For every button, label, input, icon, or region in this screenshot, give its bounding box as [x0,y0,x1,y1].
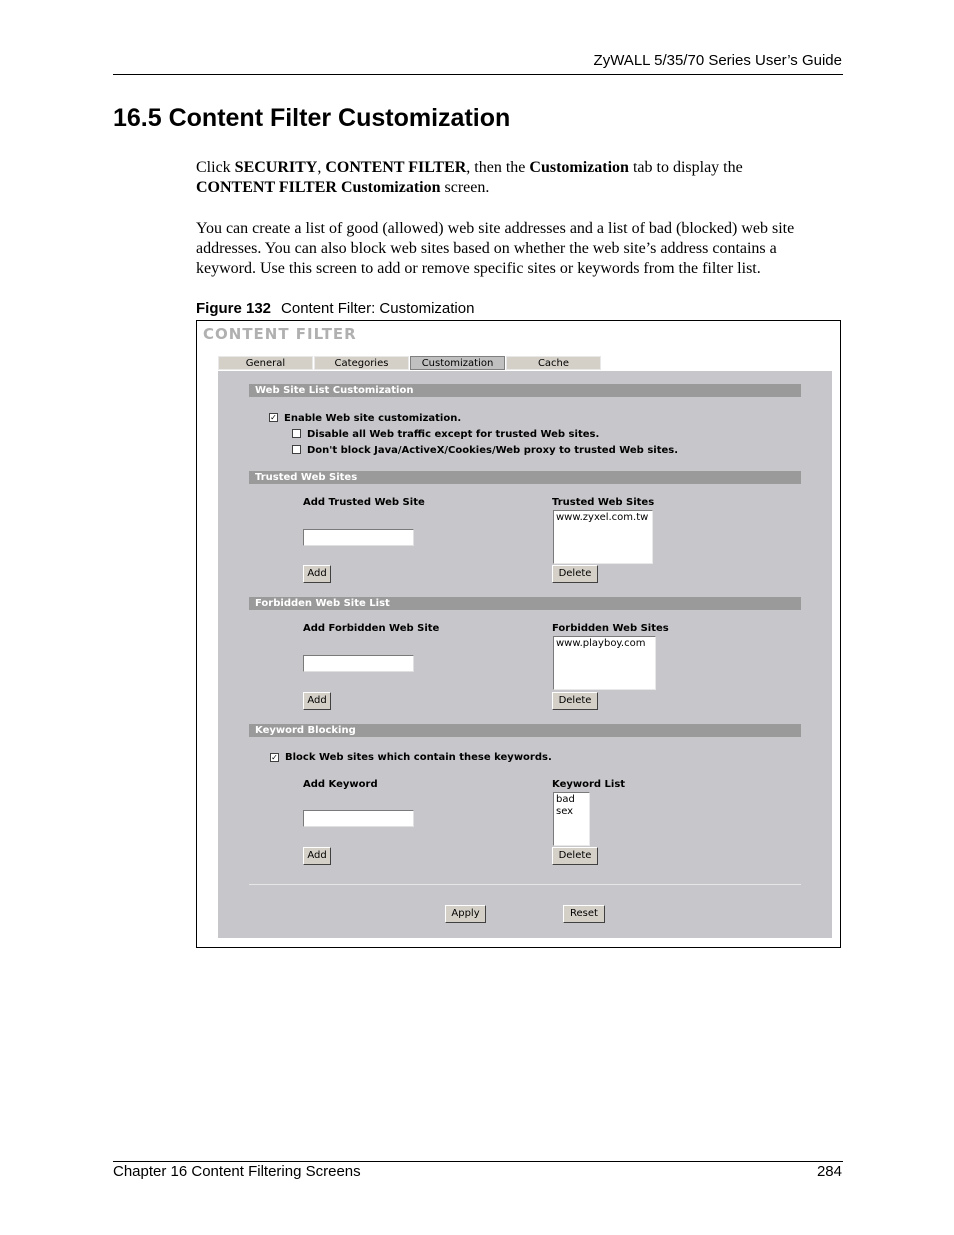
add-keyword-label: Add Keyword [303,779,378,790]
delete-keyword-button[interactable]: Delete [552,847,598,865]
reset-button[interactable]: Reset [563,905,605,923]
section-title: 16.5 Content Filter Customization [113,104,511,132]
guide-title: ZyWALL 5/35/70 Series User’s Guide [593,52,842,69]
enable-customization-label: Enable Web site customization. [284,413,462,424]
block-keywords-label: Block Web sites which contain these keywords. [285,752,552,763]
add-forbidden-site-label: Add Forbidden Web Site [303,623,440,634]
tab-categories[interactable]: Categories [314,356,409,370]
trusted-site-input[interactable] [303,529,414,546]
header-rule [113,74,843,75]
keyword-blocking-heading: Keyword Blocking [249,724,801,737]
enable-customization-checkbox[interactable]: ✓ [270,413,277,422]
disable-all-traffic-label: Disable all Web traffic except for trusted Web sites. [307,429,600,440]
trusted-sites-list-label: Trusted Web Sites [552,497,655,508]
intro-paragraph-2: You can create a list of good (allowed) web site addresses and a list of bad (blocked) web site addresses. You can also block web sites based on whether the web site’s address contains a keyword. Use this screen to add or remove specific sites or keywords from the filter list. [196,220,795,277]
keyword-list-label: Keyword List [552,779,626,790]
footer-chapter: Chapter 16 Content Filtering Screens [113,1163,361,1180]
add-trusted-site-label: Add Trusted Web Site [303,497,425,508]
separator [249,884,801,885]
list-item[interactable]: bad [556,794,575,805]
dont-block-trusted-checkbox[interactable] [292,445,301,454]
screen-title: CONTENT FILTER [203,325,357,343]
forbidden-sites-heading: Forbidden Web Site List [249,597,801,610]
add-keyword-button[interactable]: Add [303,847,331,865]
tab-customization[interactable]: Customization [410,356,505,370]
forbidden-site-input[interactable] [303,655,414,672]
block-keywords-checkbox[interactable]: ✓ [271,753,278,762]
keyword-listbox[interactable] [553,792,590,846]
apply-button[interactable]: Apply [445,905,486,923]
dont-block-trusted-label: Don't block Java/ActiveX/Cookies/Web proxy to trusted Web sites. [307,445,679,456]
list-item[interactable]: www.zyxel.com.tw [556,512,649,523]
delete-forbidden-button[interactable]: Delete [552,692,598,710]
page-number: 284 [816,1163,842,1180]
intro-paragraph-1: Click SECURITY, CONTENT FILTER, then the Customization tab to display the CONTENT FILTER Customization screen. [196,159,743,196]
web-site-list-heading: Web Site List Customization [249,384,801,397]
disable-all-traffic-checkbox[interactable] [292,429,301,438]
add-trusted-button[interactable]: Add [303,565,331,583]
list-item[interactable]: www.playboy.com [556,638,646,649]
add-forbidden-button[interactable]: Add [303,692,331,710]
trusted-sites-listbox[interactable] [553,510,653,564]
tab-cache[interactable]: Cache [506,356,601,370]
delete-trusted-button[interactable]: Delete [552,565,598,583]
forbidden-sites-list-label: Forbidden Web Sites [552,623,669,634]
list-item[interactable]: sex [556,806,574,817]
figure-caption: Figure 132 Content Filter: Customization [196,300,475,317]
forbidden-sites-listbox[interactable] [553,636,656,690]
keyword-input[interactable] [303,810,414,827]
tab-general[interactable]: General [218,356,313,370]
footer-rule [113,1161,843,1162]
trusted-sites-heading: Trusted Web Sites [249,471,801,484]
